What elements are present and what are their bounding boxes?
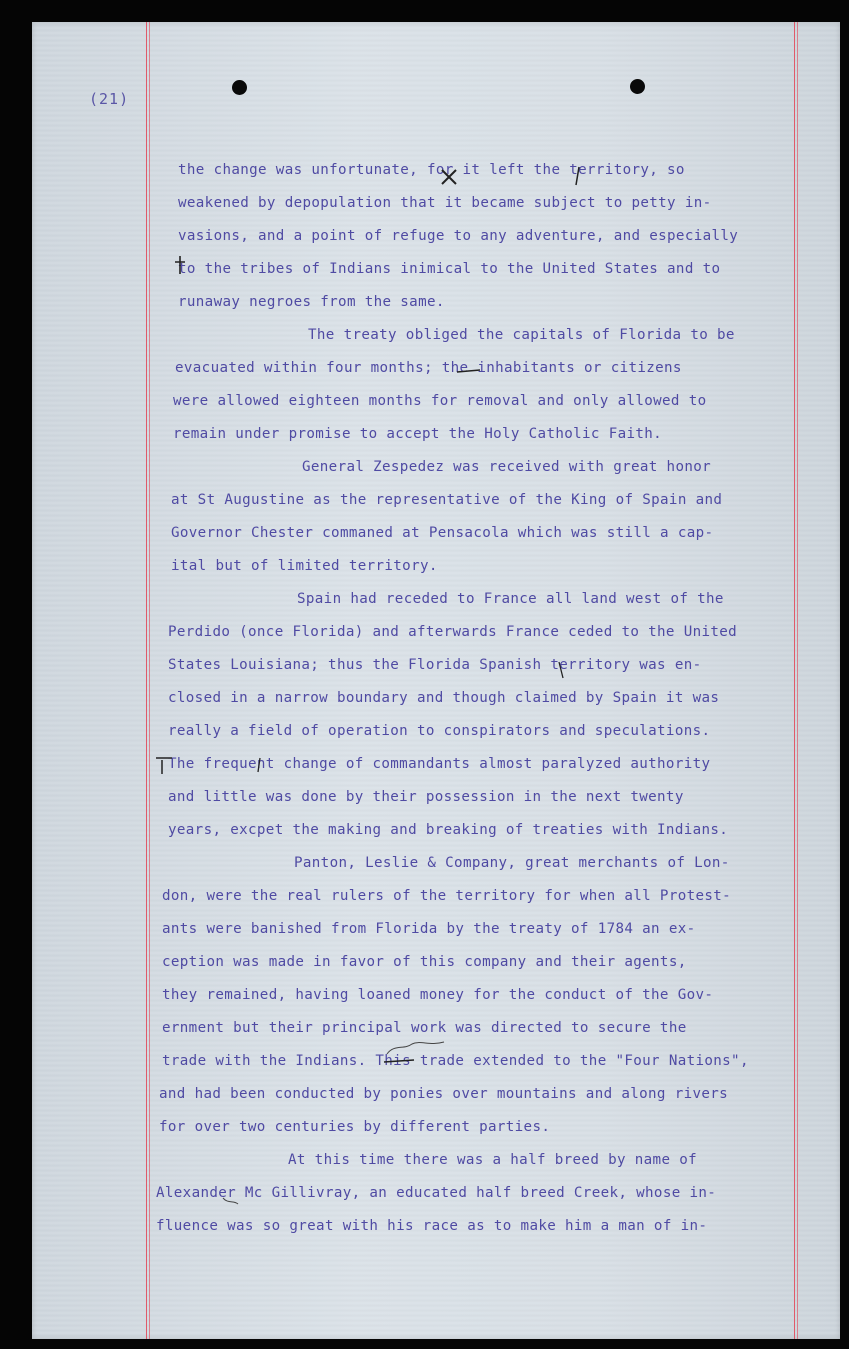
text-line: Spain had receded to France all land west of the — [297, 591, 724, 607]
document-page — [32, 22, 840, 1339]
text-line: really a field of operation to conspirators and speculations. — [168, 723, 711, 739]
text-line: fluence was so great with his race as to make him a man of in- — [156, 1218, 708, 1234]
text-line: ital but of limited territory. — [171, 558, 438, 574]
text-line: At this time there was a half breed by name of — [288, 1152, 698, 1168]
text-line: ception was made in favor of this company and their agents, — [162, 954, 687, 970]
text-line: trade with the Indians. This trade extended to the "Four Nations", — [162, 1053, 749, 1069]
text-line: The treaty obliged the capitals of Florida to be — [308, 327, 735, 343]
text-line: ernment but their principal work was directed to secure the — [162, 1020, 687, 1036]
text-line: at St Augustine as the representative of the King of Spain and — [171, 492, 723, 508]
text-line: for over two centuries by different parties. — [159, 1119, 551, 1135]
text-line: closed in a narrow boundary and though claimed by Spain it was — [168, 690, 720, 706]
text-line: and little was done by their possession in the next twenty — [168, 789, 684, 805]
text-line: and had been conducted by ponies over mountains and along rivers — [159, 1086, 729, 1102]
page-number: (21) — [89, 90, 130, 108]
text-line: Panton, Leslie & Company, great merchants of Lon- — [294, 855, 730, 871]
text-line: don, were the real rulers of the territory for when all Protest- — [162, 888, 732, 904]
text-line: evacuated within four months; the inhabitants or citizens — [175, 360, 682, 376]
text-line: runaway negroes from the same. — [178, 294, 445, 310]
text-line: the change was unfortunate, for it left the territory, so — [178, 162, 685, 178]
text-line: vasions, and a point of refuge to any adventure, and especially — [178, 228, 739, 244]
text-line: to the tribes of Indians inimical to the United States and to — [178, 261, 721, 277]
text-line: remain under promise to accept the Holy Catholic Faith. — [173, 426, 663, 442]
text-line: Alexander Mc Gillivray, an educated half breed Creek, whose in- — [156, 1185, 717, 1201]
text-line: weakened by depopulation that it became subject to petty in- — [178, 195, 712, 211]
text-line: years, excpet the making and breaking of treaties with Indians. — [168, 822, 729, 838]
editing-marks — [32, 22, 840, 1339]
text-line: were allowed eighteen months for removal and only allowed to — [173, 393, 707, 409]
text-line: they remained, having loaned money for the conduct of the Gov- — [162, 987, 714, 1003]
text-line: Perdido (once Florida) and afterwards France ceded to the United — [168, 624, 738, 640]
text-line: General Zespedez was received with great honor — [302, 459, 712, 475]
text-line: The frequent change of commandants almost paralyzed authority — [168, 756, 711, 772]
text-line: Governor Chester commaned at Pensacola which was still a cap- — [171, 525, 714, 541]
text-line: States Louisiana; thus the Florida Spanish territory was en- — [168, 657, 702, 673]
text-line: ants were banished from Florida by the treaty of 1784 an ex- — [162, 921, 696, 937]
